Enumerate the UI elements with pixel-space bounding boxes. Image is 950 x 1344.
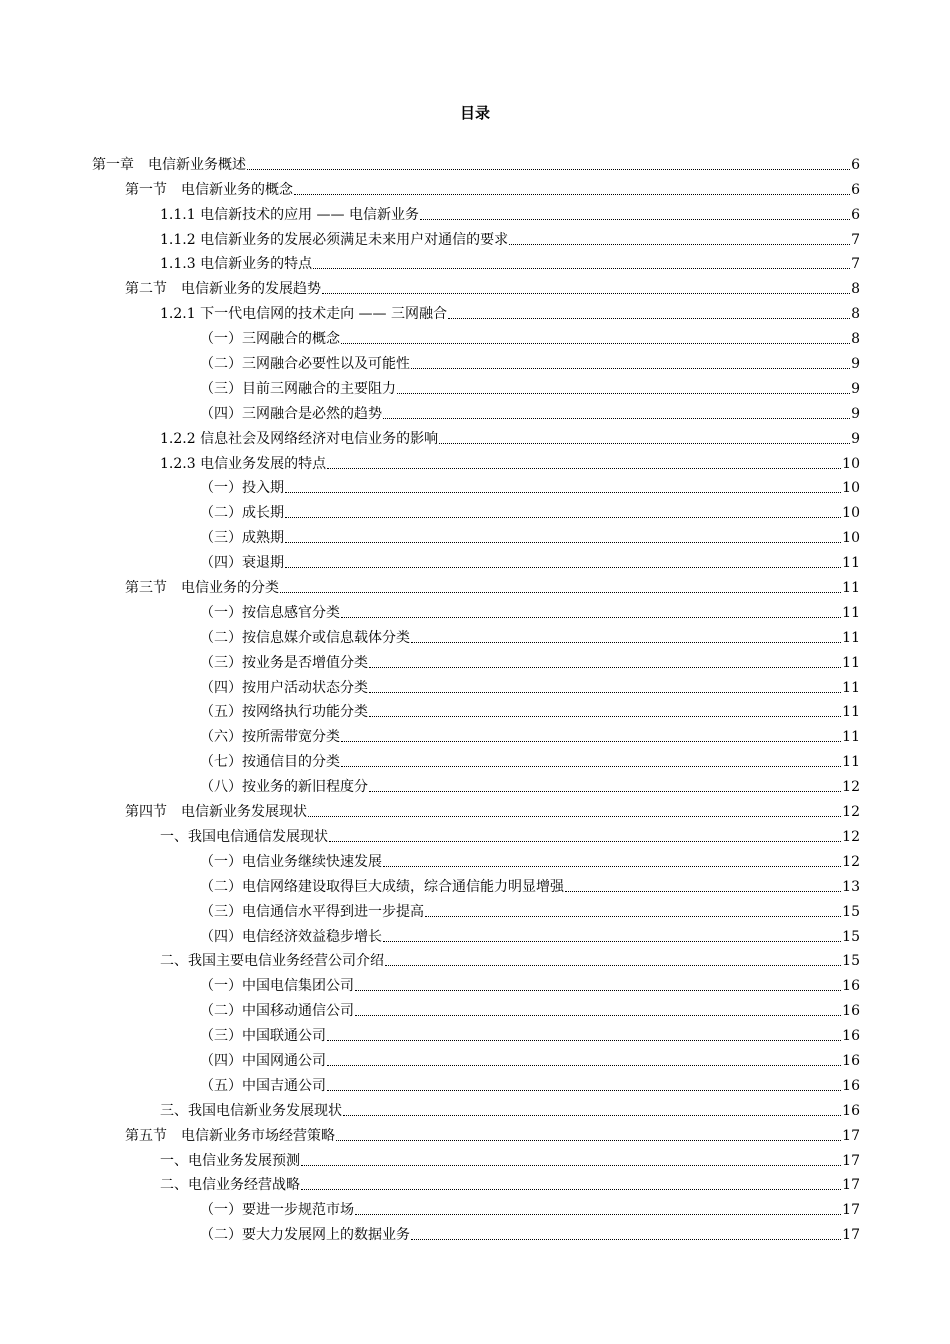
toc-entry[interactable] [92,175,860,200]
toc-dot-leader [369,666,841,668]
toc-dot-leader [369,691,841,693]
toc-page-number: 11 [842,654,860,671]
table-of-contents [92,150,860,1245]
toc-page-number: 12 [842,828,860,845]
toc-entry[interactable] [92,523,860,548]
toc-dot-leader [285,491,841,493]
toc-entry-text: （八）按业务的新旧程度分 [200,779,368,796]
toc-entry-text: 第四节 电信新业务发展现状 [125,804,307,821]
toc-dot-leader [383,865,841,867]
toc-entry-text: （三）电信通信水平得到进一步提高 [200,903,424,920]
toc-page-number: 11 [842,679,860,696]
toc-dot-leader [411,367,850,369]
toc-dot-leader [385,964,841,966]
toc-dot-leader [420,218,850,220]
toc-dot-leader [341,616,841,618]
toc-dot-leader [247,168,850,170]
toc-entry-text: （二）电信网络建设取得巨大成绩，综合通信能力明显增强 [200,878,564,895]
toc-dot-leader [322,292,850,294]
toc-entry-text: （一）要进一步规范市场 [200,1202,354,1219]
toc-entry-text: （二）中国移动通信公司 [200,1003,354,1020]
toc-entry[interactable] [92,996,860,1021]
toc-page-number: 16 [842,1052,860,1069]
toc-dot-leader [343,1114,841,1116]
toc-dot-leader [448,317,850,319]
toc-entry[interactable] [92,299,860,324]
toc-entry[interactable] [92,1146,860,1171]
toc-entry-text: （一）投入期 [200,480,284,497]
toc-entry-text: 1.2.1 下一代电信网的技术走向 —— 三网融合 [160,306,447,323]
toc-entry[interactable] [92,274,860,299]
toc-page-number: 8 [851,281,860,298]
toc-page-number: 17 [842,1227,860,1244]
toc-dot-leader [336,1139,841,1141]
toc-entry[interactable] [92,1021,860,1046]
toc-dot-leader [565,890,841,892]
toc-entry-text: 一、我国电信通信发展现状 [160,828,328,845]
toc-page-number: 6 [851,181,860,198]
toc-entry[interactable] [92,922,860,947]
toc-entry[interactable] [92,1121,860,1146]
toc-entry-text: 1.2.3 电信业务发展的特点 [160,455,327,472]
toc-page-number: 16 [842,1003,860,1020]
toc-entry[interactable] [92,498,860,523]
toc-page-number: 11 [842,729,860,746]
toc-entry[interactable] [92,548,860,573]
toc-entry[interactable] [92,374,860,399]
toc-entry-text: （二）要大力发展网上的数据业务 [200,1227,410,1244]
toc-entry[interactable] [92,747,860,772]
toc-entry[interactable] [92,648,860,673]
toc-entry-text: （一）三网融合的概念 [200,331,340,348]
toc-entry[interactable] [92,250,860,275]
toc-page-number: 17 [842,1127,860,1144]
toc-page-number: 10 [842,455,860,472]
toc-entry[interactable] [92,474,860,499]
toc-dot-leader [439,442,850,444]
toc-dot-leader [327,467,841,469]
toc-entry-text: 第一节 电信新业务的概念 [125,181,293,198]
toc-entry[interactable] [92,698,860,723]
toc-page-number: 9 [851,405,860,422]
toc-entry-text: （二）按信息媒介或信息载体分类 [200,629,410,646]
toc-entry[interactable] [92,573,860,598]
toc-entry-text: （四）三网融合是必然的趋势 [200,405,382,422]
toc-dot-leader [341,342,850,344]
toc-entry-text: （三）成熟期 [200,530,284,547]
toc-dot-leader [509,243,850,245]
toc-entry-text: （四）按用户活动状态分类 [200,679,368,696]
toc-page-number: 17 [842,1152,860,1169]
toc-entry-text: 三、我国电信新业务发展现状 [160,1102,342,1119]
toc-page-number: 11 [842,754,860,771]
toc-entry-text: 一、电信业务发展预测 [160,1152,300,1169]
toc-entry-text: （五）中国吉通公司 [200,1077,326,1094]
toc-page-number: 12 [842,779,860,796]
toc-entry[interactable] [92,1096,860,1121]
toc-page-number: 15 [842,903,860,920]
toc-entry-text: 1.1.1 电信新技术的应用 —— 电信新业务 [160,206,419,223]
toc-dot-leader [341,765,841,767]
toc-dot-leader [369,790,841,792]
toc-page-number: 11 [842,704,860,721]
toc-entry[interactable] [92,623,860,648]
toc-entry-text: 1.2.2 信息社会及网络经济对电信业务的影响 [160,430,439,447]
toc-entry[interactable] [92,872,860,897]
toc-entry-text: （三）目前三网融合的主要阻力 [200,380,396,397]
toc-dot-leader [355,989,841,991]
toc-dot-leader [294,193,850,195]
toc-dot-leader [285,566,841,568]
toc-entry-text: （三）中国联通公司 [200,1028,326,1045]
toc-dot-leader [280,591,841,593]
toc-page-number: 16 [842,1077,860,1094]
toc-dot-leader [285,541,841,543]
toc-entry-text: （七）按通信目的分类 [200,754,340,771]
toc-dot-leader [341,740,841,742]
toc-entry-text: （一）电信业务继续快速发展 [200,853,382,870]
toc-entry[interactable] [92,847,860,872]
toc-entry-text: （四）衰退期 [200,555,284,572]
toc-page-number: 8 [851,306,860,323]
toc-page-number: 16 [842,1028,860,1045]
toc-entry[interactable] [92,424,860,449]
toc-entry-text: 1.1.3 电信新业务的特点 [160,256,313,273]
toc-dot-leader [327,1039,841,1041]
toc-title: 目录 [459,104,490,122]
toc-entry[interactable] [92,399,860,424]
toc-dot-leader [383,940,841,942]
toc-dot-leader [411,641,841,643]
toc-dot-leader [369,715,841,717]
toc-entry-text: 二、电信业务经营战略 [160,1177,300,1194]
toc-entry[interactable] [92,200,860,225]
toc-dot-leader [397,392,850,394]
toc-page-number: 11 [842,580,860,597]
toc-page-number: 6 [851,156,860,173]
toc-entry[interactable] [92,772,860,797]
toc-page-number: 7 [851,256,860,273]
toc-dot-leader [313,267,850,269]
toc-entry[interactable] [92,150,860,175]
toc-page-number: 17 [842,1177,860,1194]
toc-entry[interactable] [92,673,860,698]
toc-dot-leader [301,1188,841,1190]
toc-dot-leader [327,1064,841,1066]
toc-dot-leader [411,1238,841,1240]
toc-entry-text: （四）中国网通公司 [200,1052,326,1069]
toc-page-number: 16 [842,978,860,995]
toc-entry[interactable] [92,1195,860,1220]
toc-entry[interactable] [92,449,860,474]
toc-entry[interactable] [92,324,860,349]
toc-entry-text: 1.1.2 电信新业务的发展必须满足未来用户对通信的要求 [160,231,509,248]
toc-entry[interactable] [92,1171,860,1196]
toc-entry[interactable] [92,598,860,623]
toc-page-number: 11 [842,629,860,646]
toc-entry[interactable] [92,1220,860,1245]
toc-dot-leader [425,915,841,917]
toc-page-number: 15 [842,953,860,970]
toc-entry[interactable] [92,1046,860,1071]
toc-entry[interactable] [92,722,860,747]
toc-page-number: 11 [842,555,860,572]
toc-entry[interactable] [92,797,860,822]
toc-page-number: 12 [842,804,860,821]
toc-page-number: 17 [842,1202,860,1219]
toc-dot-leader [308,815,841,817]
toc-entry-text: （二）成长期 [200,505,284,522]
toc-dot-leader [355,1014,841,1016]
toc-entry-text: （二）三网融合必要性以及可能性 [200,356,410,373]
toc-page-number: 6 [851,206,860,223]
toc-entry[interactable] [92,947,860,972]
toc-dot-leader [327,1089,841,1091]
toc-page-number: 10 [842,505,860,522]
toc-dot-leader [355,1213,841,1215]
toc-entry[interactable] [92,897,860,922]
toc-page-number: 16 [842,1102,860,1119]
toc-page-number: 10 [842,480,860,497]
toc-entry[interactable] [92,822,860,847]
toc-entry[interactable] [92,225,860,250]
toc-entry[interactable] [92,1071,860,1096]
toc-entry-text: （六）按所需带宽分类 [200,729,340,746]
toc-entry-text: （一）按信息感官分类 [200,604,340,621]
toc-dot-leader [285,516,841,518]
toc-entry-text: 第一章 电信新业务概述 [92,156,246,173]
toc-page-number: 9 [851,430,860,447]
toc-page-number: 7 [851,231,860,248]
toc-entry-text: （三）按业务是否增值分类 [200,654,368,671]
toc-entry-text: （一）中国电信集团公司 [200,978,354,995]
toc-entry-text: 第三节 电信业务的分类 [125,580,279,597]
toc-page-number: 10 [842,530,860,547]
toc-page-number: 9 [851,380,860,397]
toc-page-number: 12 [842,853,860,870]
toc-dot-leader [383,417,850,419]
toc-page-number: 9 [851,356,860,373]
toc-page-number: 11 [842,604,860,621]
toc-entry-text: 第二节 电信新业务的发展趋势 [125,281,321,298]
toc-entry[interactable] [92,971,860,996]
toc-dot-leader [329,840,841,842]
toc-page-number: 15 [842,928,860,945]
toc-entry-text: （四）电信经济效益稳步增长 [200,928,382,945]
toc-entry-text: （五）按网络执行功能分类 [200,704,368,721]
toc-entry-text: 二、我国主要电信业务经营公司介绍 [160,953,384,970]
toc-page-number: 13 [842,878,860,895]
toc-entry[interactable] [92,349,860,374]
toc-entry-text: 第五节 电信新业务市场经营策略 [125,1127,335,1144]
toc-page-number: 8 [851,331,860,348]
toc-dot-leader [301,1164,841,1166]
